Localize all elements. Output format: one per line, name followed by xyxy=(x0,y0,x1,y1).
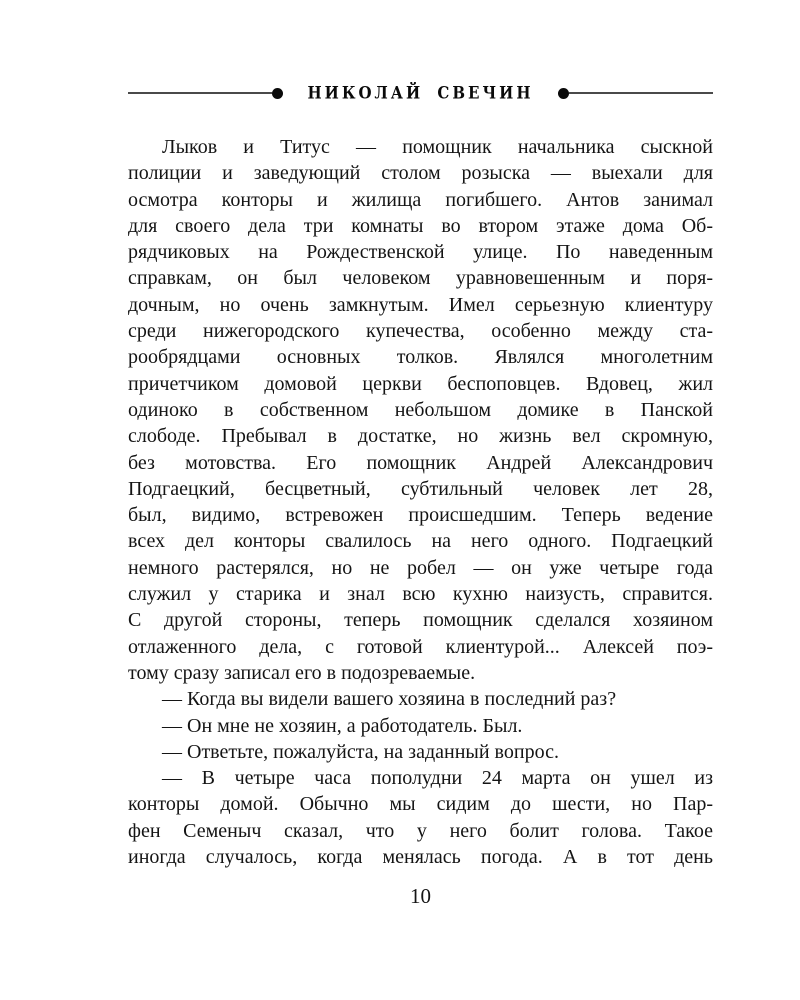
running-head xyxy=(128,82,713,104)
text-line: дочным, но очень замкнутым. Имел серьезную клиентуру xyxy=(128,293,713,316)
text-line: среди нижегородского купечества, особенно между ста- xyxy=(128,320,713,343)
text-line: справкам, он был человеком уравновешенным и поря- xyxy=(128,267,713,290)
text-line: тому сразу записал его в подозреваемые. xyxy=(128,661,476,684)
text-line: слободе. Пребывал в достатке, но жизнь вел скромную, xyxy=(128,425,713,448)
text-line: рообрядцами основных толков. Являлся многолетним xyxy=(128,346,713,369)
text-line: Подгаецкий, бесцветный, субтильный человек лет 28, xyxy=(128,477,713,500)
text-line: одиноко в собственном небольшом домике в Панской xyxy=(128,398,713,421)
text-line: причетчиком домовой церкви беспоповцев. Вдовец, жил xyxy=(128,372,713,395)
text-line: всех дел конторы свалилось на него одного. Подгаецкий xyxy=(128,530,713,553)
text-line: осмотра конторы и жилища погибшего. Антов занимал xyxy=(128,188,713,211)
page-number: 10 xyxy=(410,884,431,908)
running-head-author: НИКОЛАЙ СВЕЧИН xyxy=(307,83,534,103)
text-line: без мотовства. Его помощник Андрей Александрович xyxy=(128,451,713,474)
text-line: служил у старика и знал всю кухню наизусть, справится. xyxy=(128,583,713,606)
text-line: — Когда вы видели вашего хозяина в последний раз? xyxy=(162,688,617,711)
text-line: для своего дела три комнаты во втором этаже дома Об- xyxy=(128,214,713,237)
text-line: — Он мне не хозяин, а работодатель. Был. xyxy=(162,714,523,737)
header-rule-right xyxy=(569,92,713,94)
text-line: рядчиковых на Рождественской улице. По наведенным xyxy=(128,241,713,264)
header-dot-right-icon xyxy=(558,88,569,99)
text-line: отлаженного дела, с готовой клиентурой... Алексей поэ- xyxy=(128,635,713,658)
text-line: С другой стороны, теперь помощник сделался хозяином xyxy=(128,609,713,632)
text-line: был, видимо, встревожен происшедшим. Теперь ведение xyxy=(128,504,713,527)
header-dot-left-icon xyxy=(272,88,283,99)
text-line: немного растерялся, но не робел — он уже четыре года xyxy=(128,556,713,579)
text-line: — В четыре часа пополудни 24 марта он ушел из xyxy=(162,767,713,790)
text-line: Лыков и Титус — помощник начальника сыскной xyxy=(162,136,713,158)
page-text xyxy=(128,134,713,870)
text-line: полиции и заведующий столом розыска — выехали для xyxy=(128,162,713,185)
header-rule-left xyxy=(128,92,272,94)
text-line: иногда случалось, когда менялась погода. А в тот день xyxy=(128,846,713,869)
text-line: фен Семеныч сказал, что у него болит голова. Такое xyxy=(128,819,713,842)
text-line: конторы домой. Обычно мы сидим до шести, но Пар- xyxy=(128,793,713,816)
text-line: — Ответьте, пожалуйста, на заданный вопрос. xyxy=(162,740,559,763)
